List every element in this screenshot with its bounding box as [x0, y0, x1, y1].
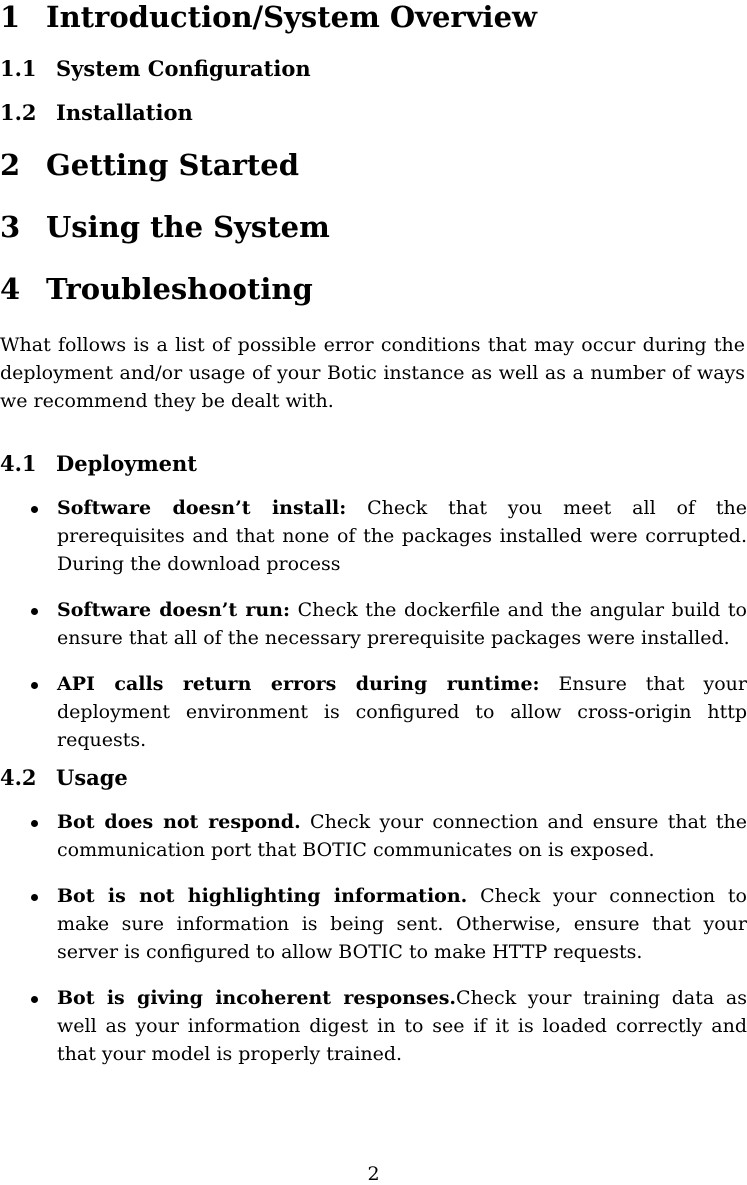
section-2-heading: [0, 148, 299, 182]
issue-label: Bot is giving incoherent responses.: [57, 987, 457, 1009]
bullet-icon: [31, 820, 38, 827]
section-number: 4: [0, 272, 21, 306]
section-title: Getting Started: [46, 148, 300, 182]
subsection-title: Deployment: [56, 451, 197, 476]
issue-label: Software doesn’t run:: [57, 599, 290, 621]
troubleshooting-intro: What follows is a list of possible error conditions that may occur during the deployment and/or usage of your Botic instance as well as a number of ways we recommend they be dealt with.: [0, 334, 745, 412]
subsection-number: 4.2: [0, 765, 37, 790]
issue-label: Software doesn’t install:: [57, 497, 347, 519]
section-title: Introduction/System Overview: [46, 0, 537, 34]
issue-text: Check the dockerfile and the angular build to ensure that all of the necessary prerequisite packages were installed.: [57, 599, 747, 649]
issue-text: Check that you meet all of the prerequisites and that none of the packages installed were corrupted. During the download process: [57, 497, 747, 575]
issue-text: Check your connection and ensure that the communication port that BOTIC communicates on is exposed.: [57, 811, 747, 861]
issue-text: Ensure that your deployment environment is configured to allow cross-origin http requests.: [57, 673, 747, 751]
bullet-icon: [31, 608, 38, 615]
issue-label: Bot is not highlighting information.: [57, 885, 468, 907]
bullet-icon: [31, 506, 38, 513]
section-1-heading: [0, 0, 537, 34]
list-item: [0, 984, 747, 1068]
subsection-1-1-heading: [0, 56, 311, 81]
deployment-issue-list: [0, 494, 747, 754]
section-number: 2: [0, 148, 21, 182]
list-item: [0, 596, 747, 652]
section-3-heading: [0, 210, 330, 244]
section-title: Using the System: [46, 210, 330, 244]
bullet-icon: [31, 996, 38, 1003]
issue-label: Bot does not respond.: [57, 811, 301, 833]
subsection-1-2-heading: [0, 100, 193, 125]
issue-text: Check your connection to make sure information is being sent. Otherwise, ensure that your server is configured to allow BOTIC to make HTTP requests.: [57, 885, 747, 963]
subsection-title: Installation: [56, 100, 193, 125]
section-4-heading: [0, 272, 313, 306]
usage-issue-list: [0, 808, 747, 1068]
section-number: 3: [0, 210, 21, 244]
list-item: [0, 882, 747, 966]
bullet-icon: [31, 682, 38, 689]
issue-text: Check your training data as well as your information digest in to see if it is loaded correctly and that your model is properly trained.: [57, 987, 747, 1065]
list-item: [0, 670, 747, 754]
bullet-icon: [31, 894, 38, 901]
subsection-4-1-heading: [0, 451, 197, 476]
list-item: [0, 808, 747, 864]
subsection-4-2-heading: [0, 765, 128, 790]
subsection-number: 1.2: [0, 100, 37, 125]
subsection-number: 4.1: [0, 451, 37, 476]
page-number: 2: [367, 1163, 380, 1185]
subsection-title: System Configuration: [56, 56, 311, 81]
section-title: Troubleshooting: [46, 272, 313, 306]
list-item: [0, 494, 747, 578]
section-number: 1: [0, 0, 21, 34]
subsection-number: 1.1: [0, 56, 37, 81]
subsection-title: Usage: [56, 765, 128, 790]
issue-label: API calls return errors during runtime:: [57, 673, 540, 695]
